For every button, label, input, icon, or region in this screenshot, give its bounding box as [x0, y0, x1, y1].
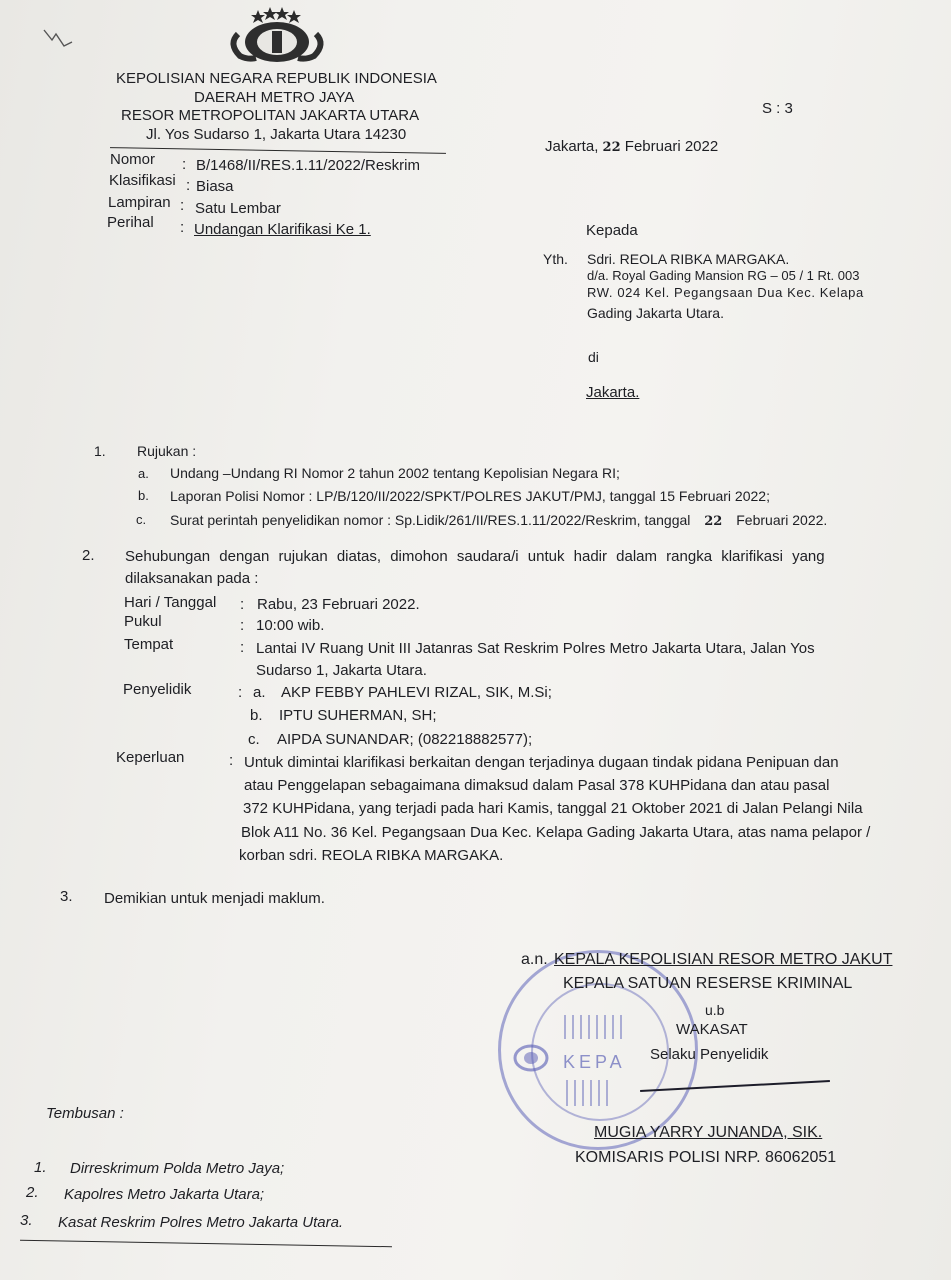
- penyelidik-c-letter: c.: [248, 731, 260, 748]
- keperluan-line5: korban sdri. REOLA RIBKA MARGAKA.: [239, 847, 504, 864]
- meta-klasifikasi-sep: :: [186, 177, 191, 194]
- header-line4: Jl. Yos Sudarso 1, Jakarta Utara 14230: [146, 126, 407, 143]
- signature-line2: KEPALA SATUAN RESERSE KRIMINAL: [563, 975, 853, 992]
- meta-lampiran-label: Lampiran: [108, 194, 171, 211]
- signature-line1: KEPALA KEPOLISIAN RESOR METRO JAKUT: [554, 951, 893, 968]
- section3-text: Demikian untuk menjadi maklum.: [104, 890, 325, 907]
- penyelidik-c-name: AIPDA SUNANDAR; (082218882577);: [277, 731, 533, 748]
- section1-item-a-letter: a.: [138, 466, 149, 481]
- pukul-colon: :: [240, 617, 245, 634]
- date-day-handwritten: 22: [602, 140, 621, 155]
- pukul-label: Pukul: [124, 613, 162, 630]
- hari-value: Rabu, 23 Februari 2022.: [257, 596, 420, 613]
- tembusan-3-text: Kasat Reskrim Polres Metro Jakarta Utara.: [58, 1214, 344, 1231]
- meta-lampiran-value: Satu Lembar: [195, 200, 281, 217]
- section1-item-c: [170, 512, 827, 529]
- page-code: S : 3: [762, 100, 793, 117]
- section1-item-b-letter: b.: [138, 488, 149, 503]
- pukul-value: 10:00 wib.: [256, 617, 325, 634]
- section1-item-c-tail: Februari 2022.: [736, 512, 828, 528]
- penyelidik-b-name: IPTU SUHERMAN, SH;: [279, 707, 437, 724]
- keperluan-line2: atau Penggelapan sebagaimana dimaksud dalam Pasal 378 KUHPidana dan atau pasal: [244, 777, 830, 794]
- signature-rank: KOMISARIS POLISI NRP. 86062051: [575, 1149, 837, 1166]
- keperluan-line1: Untuk dimintai klarifikasi berkaitan dengan terjadinya dugaan tindak pidana Penipuan dan: [244, 754, 839, 771]
- meta-nomor-sep: :: [182, 156, 187, 173]
- recipient-kepada: Kepada: [586, 222, 638, 239]
- stamp-emblem-icon: [511, 1041, 551, 1075]
- keperluan-line3: 372 KUHPidana, yang terjadi pada hari Kamis, tanggal 21 Oktober 2021 di Jalan Pelangi Nila: [243, 800, 863, 817]
- penyelidik-colon: :: [238, 684, 243, 701]
- signature-name: MUGIA YARRY JUNANDA, SIK.: [594, 1124, 823, 1141]
- penyelidik-b-letter: b.: [250, 707, 263, 724]
- tembusan-1-num: 1.: [34, 1159, 47, 1176]
- meta-klasifikasi-value: Biasa: [196, 178, 234, 195]
- section1-item-c-letter: c.: [136, 512, 147, 527]
- recipient-addr1: d/a. Royal Gading Mansion RG – 05 / 1 Rt. 003: [587, 268, 860, 283]
- meta-nomor-label: Nomor: [110, 151, 156, 168]
- section1-item-c-text: Surat perintah penyelidikan nomor : Sp.Lidik/261/II/RES.1.11/2022/Reskrim, tanggal: [170, 512, 691, 528]
- letter-date: [545, 138, 718, 155]
- tempat-label: Tempat: [124, 636, 174, 653]
- tempat-colon: :: [240, 639, 245, 656]
- hari-label: Hari / Tanggal: [124, 594, 217, 611]
- header-underline: [110, 147, 446, 154]
- hari-colon: :: [240, 596, 245, 613]
- meta-lampiran-sep: :: [180, 197, 185, 214]
- header-line1: KEPOLISIAN NEGARA REPUBLIK INDONESIA: [116, 70, 437, 87]
- tembusan-2-text: Kapolres Metro Jakarta Utara;: [64, 1186, 265, 1203]
- signature-ub: u.b: [705, 1002, 725, 1018]
- police-emblem-icon: [218, 4, 336, 66]
- section1-number: 1.: [94, 443, 106, 459]
- signature-an: a.n.: [521, 951, 548, 968]
- header-line2: DAERAH METRO JAYA: [194, 89, 355, 106]
- signature-line3: WAKASAT: [676, 1021, 748, 1038]
- section1-item-b-text: Laporan Polisi Nomor : LP/B/120/II/2022/SPKT/POLRES JAKUT/PMJ, tanggal 15 Februari 2022;: [170, 488, 770, 504]
- header-line3: RESOR METROPOLITAN JAKARTA UTARA: [121, 107, 420, 124]
- penyelidik-a-letter: a.: [253, 684, 266, 701]
- section2-number: 2.: [82, 547, 95, 564]
- meta-perihal-label: Perihal: [107, 214, 154, 231]
- pen-mark-icon: [42, 26, 78, 50]
- recipient-city: Jakarta.: [586, 384, 640, 401]
- signature-line4: Selaku Penyelidik: [650, 1046, 769, 1063]
- section1-title: Rujukan :: [137, 443, 197, 459]
- recipient-yth: Yth.: [543, 251, 568, 267]
- recipient-di: di: [588, 349, 599, 365]
- section2-intro2: dilaksanakan pada :: [125, 570, 259, 587]
- recipient-addr3: Gading Jakarta Utara.: [587, 305, 724, 321]
- stamp-text: KEPA: [563, 1052, 626, 1072]
- stamp-lower-bars-icon: [561, 1078, 641, 1108]
- penyelidik-label: Penyelidik: [123, 681, 192, 698]
- keperluan-colon: :: [229, 752, 234, 769]
- date-rest: Februari 2022: [624, 138, 719, 155]
- tembusan-1-text: Dirreskrimum Polda Metro Jaya;: [70, 1160, 285, 1177]
- meta-klasifikasi-label: Klasifikasi: [109, 172, 176, 189]
- recipient-addr2: RW. 024 Kel. Pegangsaan Dua Kec. Kelapa: [587, 285, 864, 300]
- meta-nomor-value: B/1468/II/RES.1.11/2022/Reskrim: [196, 157, 421, 174]
- section3-number: 3.: [60, 888, 73, 905]
- section1-item-a-text: Undang –Undang RI Nomor 2 tahun 2002 tentang Kepolisian Negara RI;: [170, 465, 620, 481]
- tempat-value1: Lantai IV Ruang Unit III Jatanras Sat Reskrim Polres Metro Jakarta Utara, Jalan Yos: [256, 640, 815, 657]
- tempat-value2: Sudarso 1, Jakarta Utara.: [256, 662, 427, 679]
- date-prefix: Jakarta,: [545, 138, 599, 155]
- section2-intro1: Sehubungan dengan rujukan diatas, dimohon saudara/i untuk hadir dalam rangka klarifikasi yang: [125, 548, 825, 565]
- keperluan-line4: Blok A11 No. 36 Kel. Pegangsaan Dua Kec. Kelapa Gading Jakarta Utara, atas nama pelapor /: [241, 824, 871, 841]
- tembusan-3-num: 3.: [20, 1212, 33, 1229]
- tembusan-underline: [20, 1240, 392, 1247]
- keperluan-label: Keperluan: [116, 749, 185, 766]
- section1-item-c-handwritten-day: 22: [704, 514, 723, 529]
- meta-perihal-sep: :: [180, 219, 185, 236]
- tembusan-title: Tembusan :: [46, 1105, 124, 1122]
- tembusan-2-num: 2.: [26, 1184, 39, 1201]
- penyelidik-a-name: AKP FEBBY PAHLEVI RIZAL, SIK, M.Si;: [281, 684, 552, 701]
- stamp-bars-icon: [561, 1013, 641, 1041]
- meta-perihal-value: Undangan Klarifikasi Ke 1.: [194, 221, 371, 238]
- recipient-name: Sdri. REOLA RIBKA MARGAKA.: [587, 251, 790, 267]
